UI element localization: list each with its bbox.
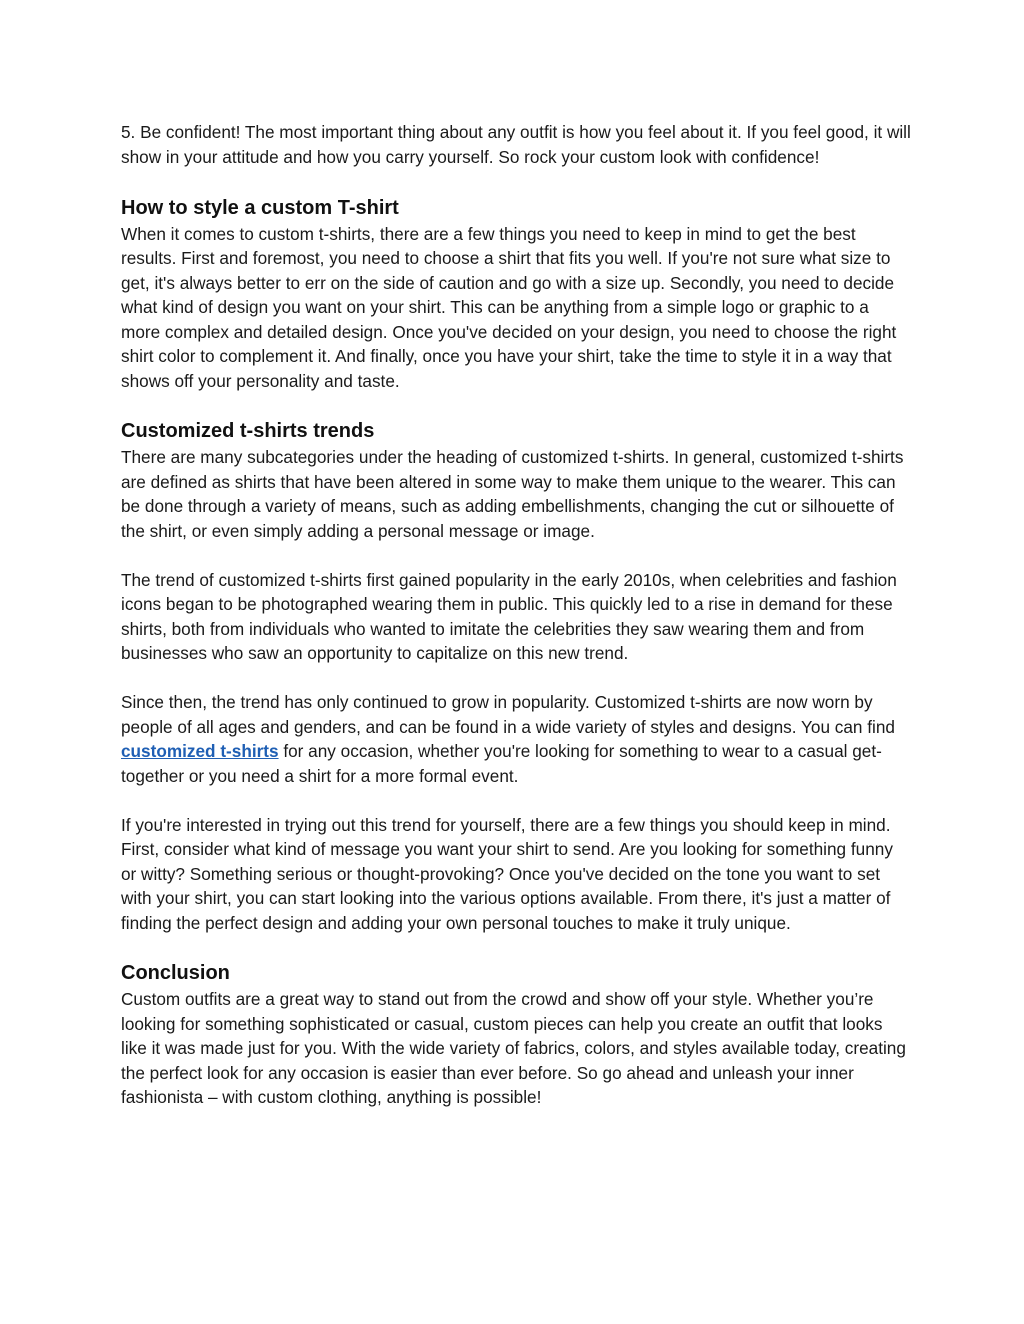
trends-paragraph-2: The trend of customized t-shirts first gained popularity in the early 2010s, when celebrities and fashion icons began to be photographed wearing them in public. This quickly led to a rise in demand for these shirts, both from individuals who wanted to imitate the celebrities they saw wearing them and from businesses who saw an opportunity to capitalize on this new trend. [121, 569, 897, 663]
conclusion-heading: Conclusion [121, 962, 230, 984]
trends-paragraph-1: There are many subcategories under the heading of customized t-shirts. In general, customized t-shirts are defined as shirts that have been altered in some way to make them unique to the wearer. This can be done through a variety of means, such as adding embellishments, changing the cut or silhouette of the shirt, or even simply adding a personal message or image. [121, 447, 904, 541]
conclusion-section [121, 959, 911, 1110]
trends-heading: Customized t-shirts trends [121, 420, 375, 442]
style-heading: How to style a custom T-shirt [121, 196, 399, 219]
style-paragraph: When it comes to custom t-shirts, there are a few things you need to keep in mind to get the best results. First and foremost, you need to choose a shirt that fits you well. If you're not sure what size to get, it's always better to err on the side of caution and go with a size up. Secondly, you need to decide what kind of design you want on your shirt. This can be anything from a simple logo or graphic to a more complex and detailed design. Once you've decided on your design, you need to choose the right shirt color to complement it. And finally, once you have your shirt, take the time to style it in a way that shows off your personality and taste. [121, 223, 897, 391]
trends-paragraph-3-before: Since then, the trend has only continued to grow in popularity. Customized t-shirts are now worn by people of all ages and genders, and can be found in a wide variety of styles and designs. You can find [121, 692, 895, 737]
conclusion-paragraph: Custom outfits are a great way to stand out from the crowd and show off your style. Whether you’re looking for something sophisticated or casual, custom pieces can help you create an outfit that looks like it was made just for you. With the wide variety of fabrics, colors, and styles available today, creating the perfect look for any occasion is easier than ever before. So go ahead and unleash your inner fashionista – with custom clothing, anything is possible! [121, 989, 906, 1107]
trends-paragraph-4: If you're interested in trying out this trend for yourself, there are a few things you should keep in mind. First, consider what kind of message you want your shirt to send. Are you looking for something funny or witty? Something serious or thought-provoking? Once you've decided on the tone you want to set with your shirt, you can start looking into the various options available. From there, it's just a matter of finding the perfect design and adding your own personal touches to make it truly unique. [121, 814, 893, 933]
trends-paragraph-3 [121, 690, 911, 788]
document-page [121, 120, 911, 1134]
trends-section [121, 417, 911, 935]
trends-paragraph-3-after: for any occasion, whether you're looking for something to wear to a casual get-together or you need a shirt for a more formal event. [121, 741, 882, 786]
customized-tshirts-link[interactable]: customized t-shirts [121, 741, 279, 761]
style-section [121, 194, 911, 394]
intro-paragraph: 5. Be confident! The most important thing about any outfit is how you feel about it. If you feel good, it will show in your attitude and how you carry yourself. So rock your custom look with confidence! [121, 122, 911, 167]
